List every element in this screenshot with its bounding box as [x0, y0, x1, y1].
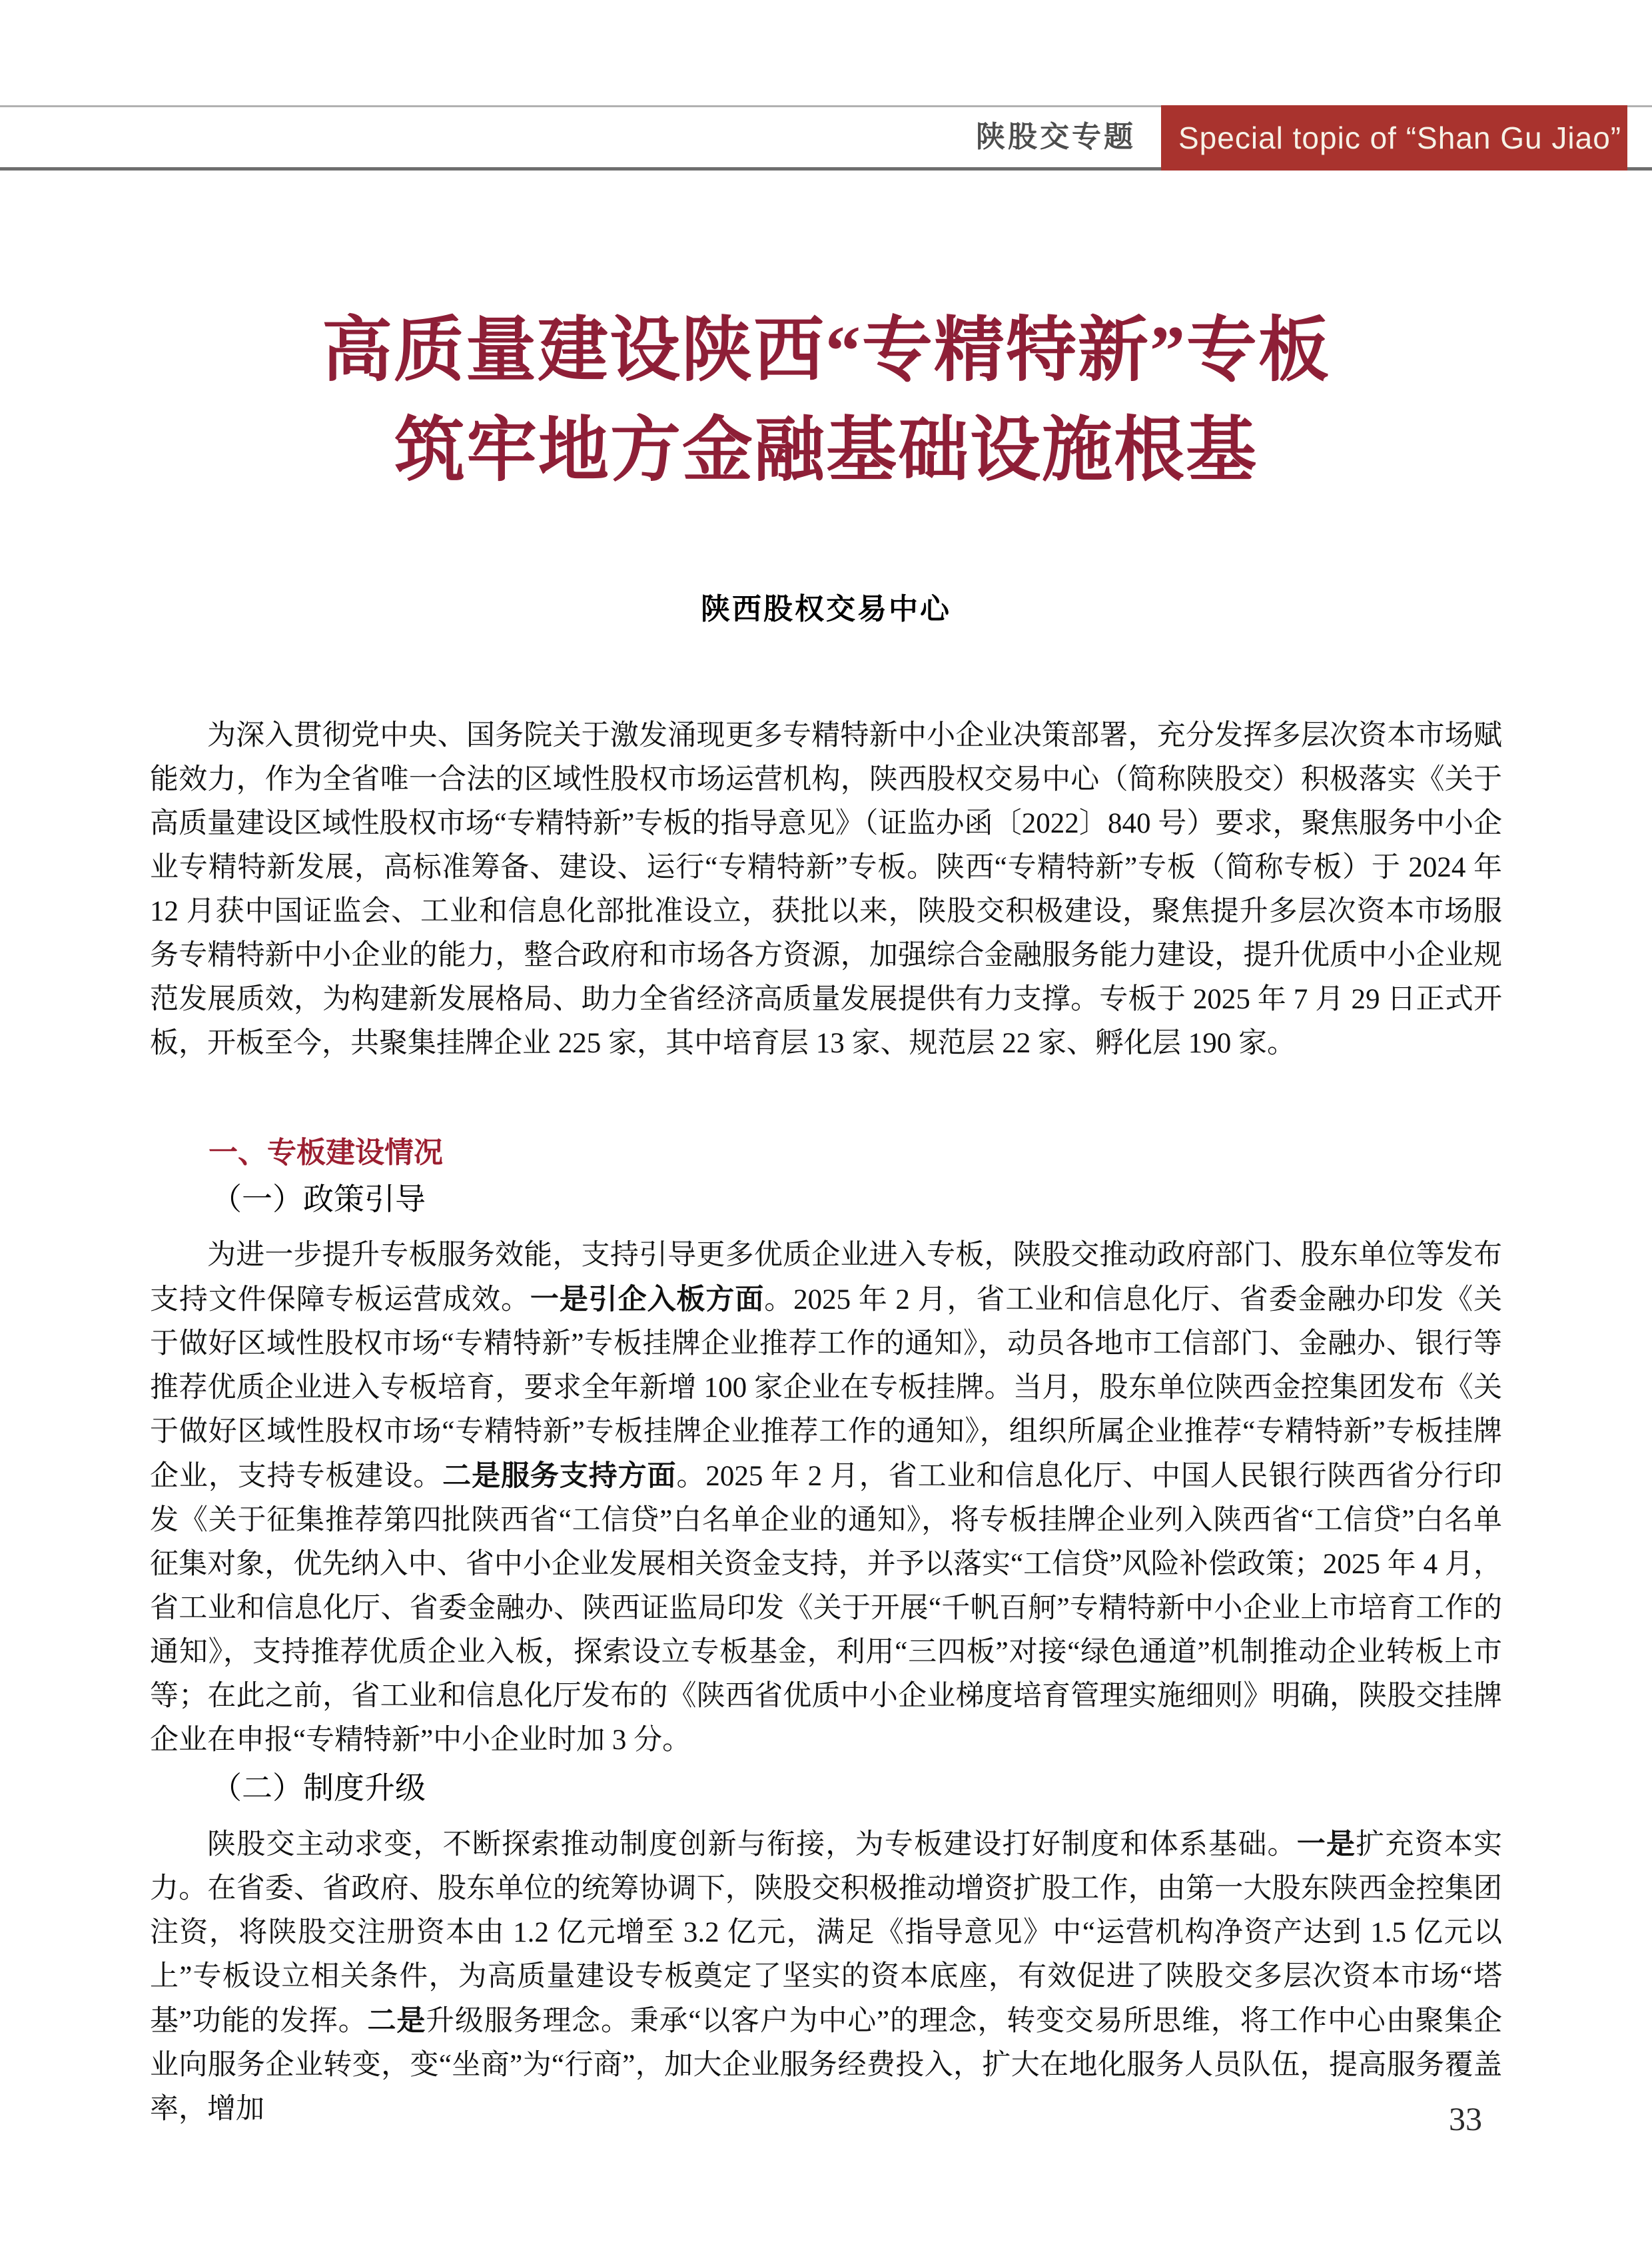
text-run: 陕股交主动求变，不断探索推动制度创新与衔接，为专板建设打好制度和体系基础。 [207, 1829, 1297, 1860]
bold-phrase: 一是 [1296, 1828, 1356, 1860]
subsection-heading: （一）政策引导 [211, 1182, 426, 1216]
header-topic-label-en: Special topic of “Shan Gu Jiao” [1178, 121, 1622, 155]
text-run: 扩充资本实力。在省委、省政府、股东单位的统筹协调下，陕股交积极推动增资扩股工作，由第一大股东陕西金控集团注资，将陕股交注册资本由 1.2 亿元增至 3.2 亿元，满足《指导意见》中“运营机构净资产达到 1.5 亿元以上”专板设立相关条件，为高质量建设专板奠定了坚实的资本底座，有效促进了陕股交多层次资本市场“塔基”功能的发挥。 [150, 1829, 1503, 2037]
article-author: 陕西股权交易中心 [701, 593, 951, 625]
text-run: 。2025 年 2 月，省工业和信息化厅、中国人民银行陕西省分行印发《关于征集推荐第四批陕西省“工信贷”白名单企业的通知》，将专板挂牌企业列入陕西省“工信贷”白名单征集对象，优先纳入中、省中小企业发展相关资金支持，并予以落实“工信贷”风险补偿政策；2025 年 4 月，省工业和信息化厅、省委金融办、陕西证监局印发《关于开展“千帆百舸”专精特新中小企业上市培育工作的通知》，支持推荐优质企业入板，探索设立专板基金，利用“三四板”对接“绿色通道”机制推动企业转板上市等；在此之前，省工业和信息化厅发布的《陕西省优质中小企业梯度培育管理实施细则》明确，陕股交挂牌企业在申报“专精特新”中小企业时加 3 分。 [150, 1461, 1503, 1756]
body-paragraph [150, 714, 1502, 1066]
article-title [0, 301, 1652, 501]
body-paragraph [150, 1234, 1502, 1762]
header-topic-box [1161, 105, 1627, 171]
text-run: 为深入贯彻党中央、国务院关于激发涌现更多专精特新中小企业决策部署，充分发挥多层次资本市场赋能效力，作为全省唯一合法的区域性股权市场运营机构，陕西股权交易中心（简称陕股交）积极落实《关于高质量建设区域性股权市场“专精特新”专板的指导意见》（证监办函〔2022〕840 号）要求，聚焦服务中小企业专精特新发展，高标准筹备、建设、运行“专精特新”专板。陕西“专精特新”专板（简称专板）于 2024 年 12 月获中国证监会、工业和信息化部批准设立，获批以来，陕股交积极建设，聚焦提升多层次资本市场服务专精特新中小企业的能力，整合政府和市场各方资源，加强综合金融服务能力建设，提升优质中小企业规范发展质效，为构建新发展格局、助力全省经济高质量发展提供有力支撑。专板于 2025 年 7 月 29 日正式开板，开板至今，共聚集挂牌企业 225 家，其中培育层 13 家、规范层 22 家、孵化层 190 家。 [150, 720, 1502, 1059]
bold-phrase: 二是 [367, 2005, 426, 2037]
bold-phrase: 一是引企入板方面 [530, 1284, 765, 1315]
subsection-heading: （二）制度升级 [211, 1771, 426, 1805]
bold-phrase: 二是服务支持方面 [442, 1460, 677, 1492]
text-run: 。2025 年 2 月，省工业和信息化厅、省委金融办印发《关于做好区域性股权市场“专精特新”专板挂牌企业推荐工作的通知》，动员各地市工信部门、金融办、银行等推荐优质企业进入专板培育，要求全年新增 100 家企业在专板挂牌。当月，股东单位陕西金控集团发布《关于做好区域性股权市场“专精特新”专板挂牌企业推荐工作的通知》，组织所属企业推荐“专精特新”专板挂牌企业，支持专板建设。 [150, 1284, 1503, 1492]
text-run: 为进一步提升专板服务效能，支持引导更多优质企业进入专板，陕股交推动政府部门、股东单位等发布支持文件保障专板运营成效。 [150, 1240, 1502, 1315]
header-band [0, 105, 1652, 171]
header-topic-label-cn: 陕股交专题 [976, 121, 1136, 153]
body-paragraph [150, 1822, 1502, 2131]
section-heading: 一、专板建设情况 [208, 1136, 443, 1169]
article-title-line2: 筑牢地方金融基础设施根基 [394, 412, 1258, 490]
article-body [150, 714, 1502, 2131]
article-title-line1: 高质量建设陕西“专精特新”专板 [322, 312, 1330, 390]
page-number: 33 [1449, 2100, 1482, 2137]
text-run: 升级服务理念。秉承“以客户为中心”的理念，转变交易所思维，将工作中心由聚集企业向服务企业转变，变“坐商”为“行商”，加大企业服务经费投入，扩大在地化服务人员队伍，提高服务覆盖率，增加 [150, 2006, 1503, 2125]
